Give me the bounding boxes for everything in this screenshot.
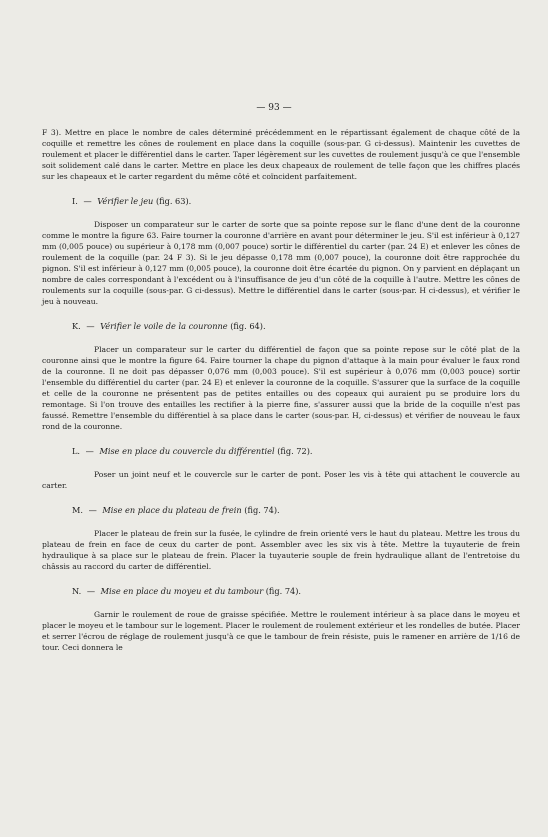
section-letter: I.: [72, 196, 78, 206]
section-text-n: Garnir le roulement de roue de graisse spécifiée. Mettre le roulement intérieur à sa place dans le moyeu et placer le moyeu et le tambour sur le logement. Placer le roulement de roulement extérieur et les rondelles de butée. Placer et serrer l'écrou de réglage de roulement jusqu'à ce que le tambour de frein résiste, puis le ramener en arrière de 1/16 de tour. Ceci donnera le: [42, 610, 520, 652]
intro-paragraph: F 3). Mettre en place le nombre de cales déterminé précédemment en le répartissant également de chaque côté de la coquille et remettre les cônes de roulement en place dans la coquille (sous-par. G ci-dessus). Maintenir les cuvettes de roulement et placer le différentiel dans le carter. Taper légèrement sur les cuvettes de roulement jusqu'à ce que l'ensemble soit solidement calé dans le carter. Mettre en place les deux chapeaux de roulement de telle façon que les chiffres placés sur les chapeaux et le carter regardent du même côté et coïncident parfaitement.: [42, 128, 520, 181]
section-title: Mise en place du moyeu et du tambour: [100, 586, 264, 596]
section-heading-m: M. — Mise en place du plateau de frein (fig. 74).: [72, 505, 280, 515]
section-heading-n: N. — Mise en place du moyeu et du tambour (fig. 74).: [72, 586, 302, 596]
section-letter: K.: [72, 321, 81, 331]
section-title: Mise en place du couvercle du différentiel: [99, 446, 275, 456]
section-text-l: Poser un joint neuf et le couvercle sur le carter de pont. Poser les vis à tête qui attachent le couvercle au carter.: [42, 470, 520, 490]
section-title: Vérifier le voile de la couronne: [100, 321, 228, 331]
page-number: — 93 —: [256, 103, 292, 113]
figure-ref: (fig. 74).: [244, 505, 280, 515]
section-heading-k: K. — Vérifier le voile de la couronne (fig. 64).: [72, 321, 266, 331]
section-letter: M.: [72, 505, 83, 515]
section-title: Vérifier le jeu: [97, 196, 154, 206]
figure-ref: (fig. 64).: [230, 321, 266, 331]
section-text-i: Disposer un comparateur sur le carter de sorte que sa pointe repose sur le flanc d'une dent de la couronne comme le montre la figure 63. Faire tourner la couronne d'arrière en avant pour déterminer le jeu. S'il est inférieur à 0,127 mm (0,005 pouce) ou supérieur à 0,178 mm (0,007 pouce) sortir le différentiel du carter (par. 24 E) et enlever les cônes de roulement de la coquille (par. 24 F 3). Si le jeu dépasse 0,178 mm (0,007 pouce), la couronne doit être rapprochée du pignon. S'il est inférieur à 0,127 mm (0,005 pouce), la couronne doit être écartée du pignon. On y parvient en déplaçant un nombre de cales correspondant à l'excédent ou à l'insuffisance de jeu d'un côté de la coquille à l'autre. Mettre les cônes de roulements sur la coquille (sous-par. G ci-dessus). Mettre le différentiel dans le carter (sous-par. H ci-dessus), et vérifier le jeu à nouveau.: [42, 220, 520, 306]
figure-ref: (fig. 74).: [265, 586, 302, 596]
section-text-m: Placer le plateau de frein sur la fusée, le cylindre de frein orienté vers le haut du plateau. Mettre les trous du plateau de frein en face de ceux du carter de pont. Assembler avec les six vis à tête. Mettre la tuyauterie de frein hydraulique à sa place sur le plateau de frein. Placer la tuyauterie souple de frein hydraulique allant de l'entretoise du châssis au raccord du carter de différentiel.: [42, 529, 520, 571]
section-title: Mise en place du plateau de frein: [102, 505, 242, 515]
section-letter: L.: [72, 446, 81, 456]
figure-ref: (fig. 72).: [277, 446, 313, 456]
section-text-k: Placer un comparateur sur le carter du différentiel de façon que sa pointe repose sur le côté plat de la couronne ainsi que le montre la figure 64. Faire tourner la chape du pignon d'attaque à la main pour évaluer le faux rond de la couronne. Il ne doit pas dépasser 0,076 mm (0,003 pouce). S'il est supérieur à 0,076 mm (0,003 pouce) sortir l'ensemble du différentiel du carter (par. 24 E) et enlever la couronne de la coquille. S'assurer que la surface de la coquille et celle de la couronne ne présentent pas de petites entailles ou des copeaux qui auraient pu se produire lors du remontage. Si l'on trouve des entailles les rectifier à la pierre fine, s'assurer aussi que la bride de la coquille n'est pas faussé. Remettre l'ensemble du différentiel à sa place dans le carter (sous-par. H, ci-dessus) et vérifier de nouveau le faux rond de la couronne.: [42, 345, 520, 431]
figure-ref: (fig. 63).: [155, 196, 192, 206]
section-heading-i: I. — Vérifier le jeu (fig. 63).: [72, 196, 192, 206]
section-letter: N.: [72, 586, 82, 596]
section-heading-l: L. — Mise en place du couvercle du différentiel (fig. 72).: [72, 446, 313, 456]
